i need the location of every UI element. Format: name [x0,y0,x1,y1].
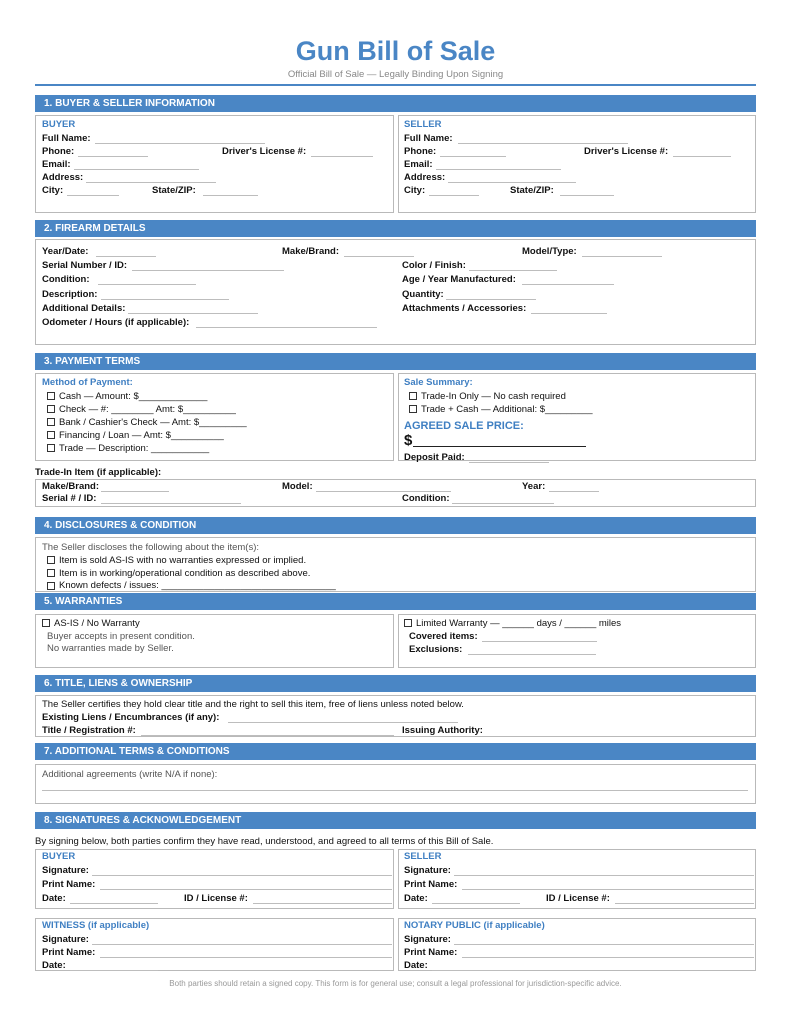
disclosures-intro: The Seller discloses the following about the item(s): [42,542,260,553]
section-header-warranties: 5. WARRANTIES [35,593,756,610]
condition-field[interactable] [98,284,196,285]
seller-heading: SELLER [404,119,442,130]
description-field[interactable] [101,299,229,300]
witness-signature-label: Signature: [42,934,89,945]
cash-checkbox[interactable] [47,392,55,400]
buyer-date-field[interactable] [70,903,158,904]
notary-signature-field[interactable] [454,944,754,945]
footer-note: Both parties should retain a signed copy. This form is for general use; consult a legal professional for jurisdiction-specific advice. [169,979,622,988]
as-is-disclosure-label: Item is sold AS-IS with no warranties expressed or implied. [59,555,307,566]
exclusions-label: Exclusions: [409,644,463,655]
buyer-print-name-label: Print Name: [42,879,96,890]
model-type-label: Model/Type: [522,246,577,257]
model-type-field[interactable] [582,256,662,257]
attachments-field[interactable] [531,313,607,314]
attachments-label: Attachments / Accessories: [402,303,527,314]
seller-address-field[interactable] [448,182,576,183]
buyer-email-field[interactable] [74,169,199,170]
buyer-email-label: Email: [42,159,71,170]
notary-print-name-field[interactable] [462,957,754,958]
limited-warranty-checkbox[interactable] [404,619,412,627]
section-header-signatures: 8. SIGNATURES & ACKNOWLEDGEMENT [35,812,756,829]
seller-full-name-field[interactable] [458,143,628,144]
seller-print-name-field[interactable] [462,889,754,890]
trade-in-year-label: Year: [522,481,546,492]
buyer-address-field[interactable] [86,182,216,183]
seller-full-name-label: Full Name: [404,133,453,144]
buyer-full-name-label: Full Name: [42,133,91,144]
trade-in-make-field[interactable] [101,491,169,492]
quantity-field[interactable] [446,299,536,300]
no-warranties-note: No warranties made by Seller. [47,643,174,654]
additional-details-field[interactable] [128,313,258,314]
odometer-label: Odometer / Hours (if applicable): [42,317,190,328]
quantity-label: Quantity: [402,289,444,300]
trade-option-label: Trade — Description: ___________ [59,443,210,454]
age-manufactured-label: Age / Year Manufactured: [402,274,516,285]
trade-in-condition-label: Condition: [402,493,450,504]
additional-terms-field[interactable] [42,790,748,791]
notary-date-label: Date: [404,960,428,971]
buyer-signature-heading: BUYER [42,851,76,862]
seller-print-name-label: Print Name: [404,879,458,890]
cash-option-label: Cash — Amount: $_____________ [59,391,208,402]
seller-dl-field[interactable] [673,156,731,157]
seller-date-label: Date: [404,893,428,904]
notary-signature-label: Signature: [404,934,451,945]
financing-option-label: Financing / Loan — Amt: $__________ [59,430,224,441]
seller-id-license-label: ID / License #: [546,893,610,904]
buyer-signature-label: Signature: [42,865,89,876]
serial-number-label: Serial Number / ID: [42,260,127,271]
notary-heading: NOTARY PUBLIC (if applicable) [404,920,545,931]
agreed-sale-price-field[interactable] [413,446,586,447]
sale-summary-heading: Sale Summary: [404,377,473,388]
condition-label: Condition: [42,274,90,285]
age-manufactured-field[interactable] [522,284,614,285]
trade-in-model-field[interactable] [316,491,451,492]
covered-items-label: Covered items: [409,631,478,642]
section-header-title-liens: 6. TITLE, LIENS & OWNERSHIP [35,675,756,692]
serial-number-field[interactable] [132,270,284,271]
seller-city-label: City: [404,185,426,196]
title-registration-label: Title / Registration #: [42,725,136,736]
witness-print-name-label: Print Name: [42,947,96,958]
working-condition-label: Item is in working/operational condition as described above. [59,568,311,579]
financing-checkbox[interactable] [47,431,55,439]
clear-title-certification: The Seller certifies they hold clear title and the right to sell this item, free of liens unless noted below. [42,699,464,710]
additional-terms-prompt: Additional agreements (write N/A if none): [42,769,218,780]
as-is-disclosure-checkbox[interactable] [47,556,55,564]
exclusions-field[interactable] [468,654,596,655]
buyer-state-zip-field[interactable] [203,195,258,196]
buyer-city-field[interactable] [67,195,119,196]
known-defects-label: Known defects / issues: _________________________________ [59,580,336,591]
seller-email-label: Email: [404,159,433,170]
buyer-state-zip-label: State/ZIP: [152,185,196,196]
description-label: Description: [42,289,98,300]
trade-in-serial-label: Serial # / ID: [42,493,97,504]
buyer-city-label: City: [42,185,64,196]
buyer-info-box [35,115,394,213]
odometer-field[interactable] [196,327,377,328]
sale-price-dollar-sign: $ [404,432,413,449]
seller-signature-label: Signature: [404,865,451,876]
covered-items-field[interactable] [482,641,597,642]
bank-check-checkbox[interactable] [47,418,55,426]
buyer-phone-label: Phone: [42,146,75,157]
method-of-payment-heading: Method of Payment: [42,377,133,388]
buyer-id-license-label: ID / License #: [184,893,248,904]
title-registration-field[interactable] [141,735,394,736]
color-finish-label: Color / Finish: [402,260,466,271]
agreed-sale-price-label: AGREED SALE PRICE: [404,420,524,432]
seller-email-field[interactable] [436,169,561,170]
known-defects-checkbox[interactable] [47,582,55,590]
trade-plus-cash-label: Trade + Cash — Additional: $_________ [421,404,593,415]
trade-in-only-checkbox[interactable] [409,392,417,400]
year-date-label: Year/Date: [42,246,89,257]
seller-city-field[interactable] [429,195,479,196]
trade-in-only-label: Trade-In Only — No cash required [421,391,566,402]
witness-date-label: Date: [42,960,66,971]
witness-print-name-field[interactable] [100,957,392,958]
buyer-dl-label: Driver's License #: [222,146,307,157]
present-condition-note: Buyer accepts in present condition. [47,631,195,642]
make-brand-label: Make/Brand: [282,246,340,257]
buyer-full-name-field[interactable] [95,143,265,144]
witness-heading: WITNESS (if applicable) [42,920,150,931]
seller-state-zip-field[interactable] [560,195,614,196]
as-is-warranty-label: AS-IS / No Warranty [54,618,140,629]
check-checkbox[interactable] [47,405,55,413]
seller-signature-heading: SELLER [404,851,442,862]
buyer-phone-field[interactable] [78,156,148,157]
seller-signature-field[interactable] [454,875,754,876]
buyer-heading: BUYER [42,119,76,130]
firearm-details-box [35,239,756,345]
as-is-warranty-checkbox[interactable] [42,619,50,627]
seller-phone-label: Phone: [404,146,437,157]
limited-warranty-label: Limited Warranty — ______ days / ______ miles [416,618,622,629]
additional-details-label: Additional Details: [42,303,126,314]
trade-in-year-field[interactable] [549,491,599,492]
seller-date-field[interactable] [432,903,520,904]
seller-phone-field[interactable] [440,156,506,157]
witness-signature-field[interactable] [92,944,392,945]
trade-in-model-label: Model: [282,481,313,492]
buyer-print-name-field[interactable] [100,889,392,890]
check-option-label: Check — #: ________ Amt: $__________ [59,404,236,415]
deposit-paid-field[interactable] [469,462,549,463]
existing-liens-field[interactable] [228,722,458,723]
seller-dl-label: Driver's License #: [584,146,669,157]
section-header-additional-terms: 7. ADDITIONAL TERMS & CONDITIONS [35,743,756,760]
deposit-paid-label: Deposit Paid: [404,452,465,463]
bank-check-option-label: Bank / Cashier's Check — Amt: $_________ [59,417,247,428]
trade-in-condition-field[interactable] [452,503,554,504]
section-header-buyer-seller: 1. BUYER & SELLER INFORMATION [35,95,756,112]
issuing-authority-label: Issuing Authority: [402,725,483,736]
witness-date-field[interactable] [70,970,158,971]
header-divider [35,84,756,86]
seller-info-box [398,115,756,213]
make-brand-field[interactable] [344,256,414,257]
trade-in-serial-field[interactable] [101,503,241,504]
buyer-date-label: Date: [42,893,66,904]
section-header-firearm: 2. FIREARM DETAILS [35,220,756,237]
year-date-field[interactable] [96,256,156,257]
seller-id-license-field[interactable] [615,903,754,904]
seller-state-zip-label: State/ZIP: [510,185,554,196]
trade-in-make-label: Make/Brand: [42,481,100,492]
page-subtitle: Official Bill of Sale — Legally Binding Upon Signing [287,69,504,80]
buyer-id-license-field[interactable] [253,903,392,904]
buyer-address-label: Address: [42,172,84,183]
section-header-payment: 3. PAYMENT TERMS [35,353,756,370]
section-header-disclosures: 4. DISCLOSURES & CONDITION [35,517,756,534]
color-finish-field[interactable] [469,270,557,271]
notary-date-field[interactable] [432,970,520,971]
signatures-intro: By signing below, both parties confirm they have read, understood, and agreed to all terms of this Bill of Sale. [35,836,494,847]
existing-liens-label: Existing Liens / Encumbrances (if any): [42,712,220,723]
notary-print-name-label: Print Name: [404,947,458,958]
seller-address-label: Address: [404,172,446,183]
trade-plus-cash-checkbox[interactable] [409,405,417,413]
working-condition-checkbox[interactable] [47,569,55,577]
trade-checkbox[interactable] [47,444,55,452]
page-title: Gun Bill of Sale [295,36,496,66]
trade-in-heading: Trade-In Item (if applicable): [35,467,162,478]
buyer-dl-field[interactable] [311,156,373,157]
buyer-signature-field[interactable] [92,875,392,876]
